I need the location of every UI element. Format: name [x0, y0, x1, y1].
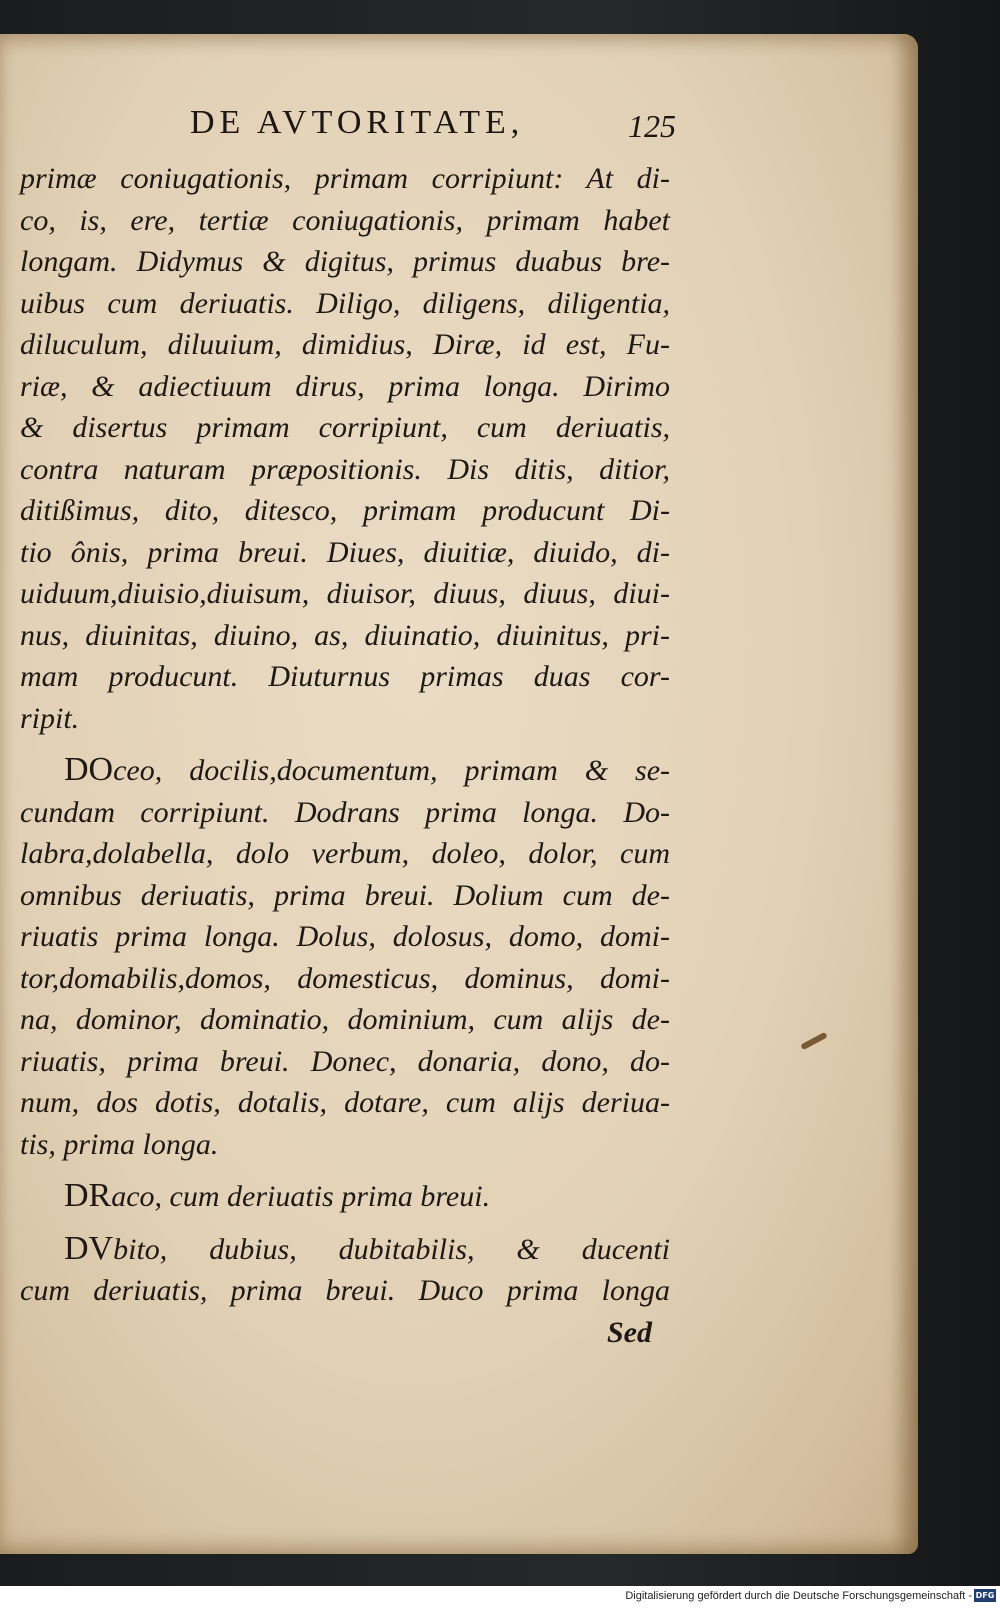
dropcap: DR: [64, 1177, 112, 1214]
text-line: & disertus primam corripiunt, cum deriuatis,: [20, 411, 670, 444]
dropcap: DV: [64, 1229, 114, 1267]
text-line: ditißimus, dito, ditesco, primam producunt Di-: [20, 494, 670, 527]
body-text: [20, 158, 670, 1353]
text-line: cundam corripiunt. Dodrans prima longa. Do-: [20, 795, 670, 829]
text-line: riuatis prima longa. Dolus, dolosus, domo, domi-: [20, 920, 670, 953]
text-line: longam. Didymus & digitus, primus duabus bre-: [20, 245, 670, 278]
catchword: Sed: [607, 1315, 652, 1349]
page-edge-shadow: [890, 34, 918, 1554]
paragraph-2: [20, 749, 670, 1165]
running-head-title: DE AVTORITATE,: [190, 104, 525, 141]
text-line: riuatis, prima breui. Donec, donaria, dono, do-: [20, 1044, 670, 1078]
text-line: contra naturam præpositionis. Dis ditis, ditior,: [20, 452, 670, 486]
paragraph-4: [20, 1228, 670, 1354]
text-fragment: aco, cum deriuatis prima breui.: [111, 1180, 491, 1213]
text-line: tor,domabilis,domos, domesticus, dominus, domi-: [20, 961, 670, 995]
text-line: nus, diuinitas, diuino, as, diuinatio, diuinitus, pri-: [20, 618, 670, 652]
text-line: primæ coniugationis, primam corripiunt: At di-: [20, 162, 670, 195]
text-line: tis, prima longa.: [20, 1127, 219, 1161]
text-line: riæ, & adiectiuum dirus, prima longa. Dirimo: [20, 369, 670, 403]
text-line: uiduum,diuisio,diuisum, diuisor, diuus, diuus, diui-: [20, 577, 670, 610]
text-fragment: ceo, docilis,documentum, primam & se-: [113, 754, 670, 787]
text-line: [20, 749, 670, 792]
text-line: co, is, ere, tertiæ coniugationis, primam habet: [20, 203, 670, 237]
text-line: [20, 1228, 670, 1271]
text-line: labra,dolabella, dolo verbum, doleo, dolor, cum: [20, 837, 670, 870]
footer-credit: Digitalisierung gefördert durch die Deutsche Forschungsgemeinschaft -: [625, 1590, 972, 1602]
paragraph-1: [20, 158, 670, 739]
text-line: num, dos dotis, dotalis, dotare, cum alijs deriua-: [20, 1086, 670, 1119]
paragraph-3: [20, 1175, 670, 1218]
text-fragment: bito, dubius, dubitabilis, & ducenti: [113, 1232, 670, 1266]
text-line: ripit.: [20, 701, 80, 735]
text-line: omnibus deriuatis, prima breui. Dolium cum de-: [20, 878, 670, 912]
text-line: cum deriuatis, prima breui. Duco prima longa: [20, 1274, 670, 1307]
text-line: mam producunt. Diuturnus primas duas cor-: [20, 660, 670, 693]
text-line: diluculum, diluuium, dimidius, Diræ, id est, Fu-: [20, 328, 670, 361]
text-line: uibus cum deriuatis. Diligo, diligens, diligentia,: [20, 286, 670, 320]
text-line: [20, 1175, 670, 1218]
dropcap: DO: [64, 751, 114, 788]
text-line: tio ônis, prima breui. Diues, diuitiæ, diuido, di-: [20, 535, 670, 569]
page-number: 125: [628, 108, 676, 144]
text-line: na, dominor, dominatio, dominium, cum alijs de-: [20, 1003, 670, 1036]
dfg-logo: DFG: [975, 1591, 995, 1600]
